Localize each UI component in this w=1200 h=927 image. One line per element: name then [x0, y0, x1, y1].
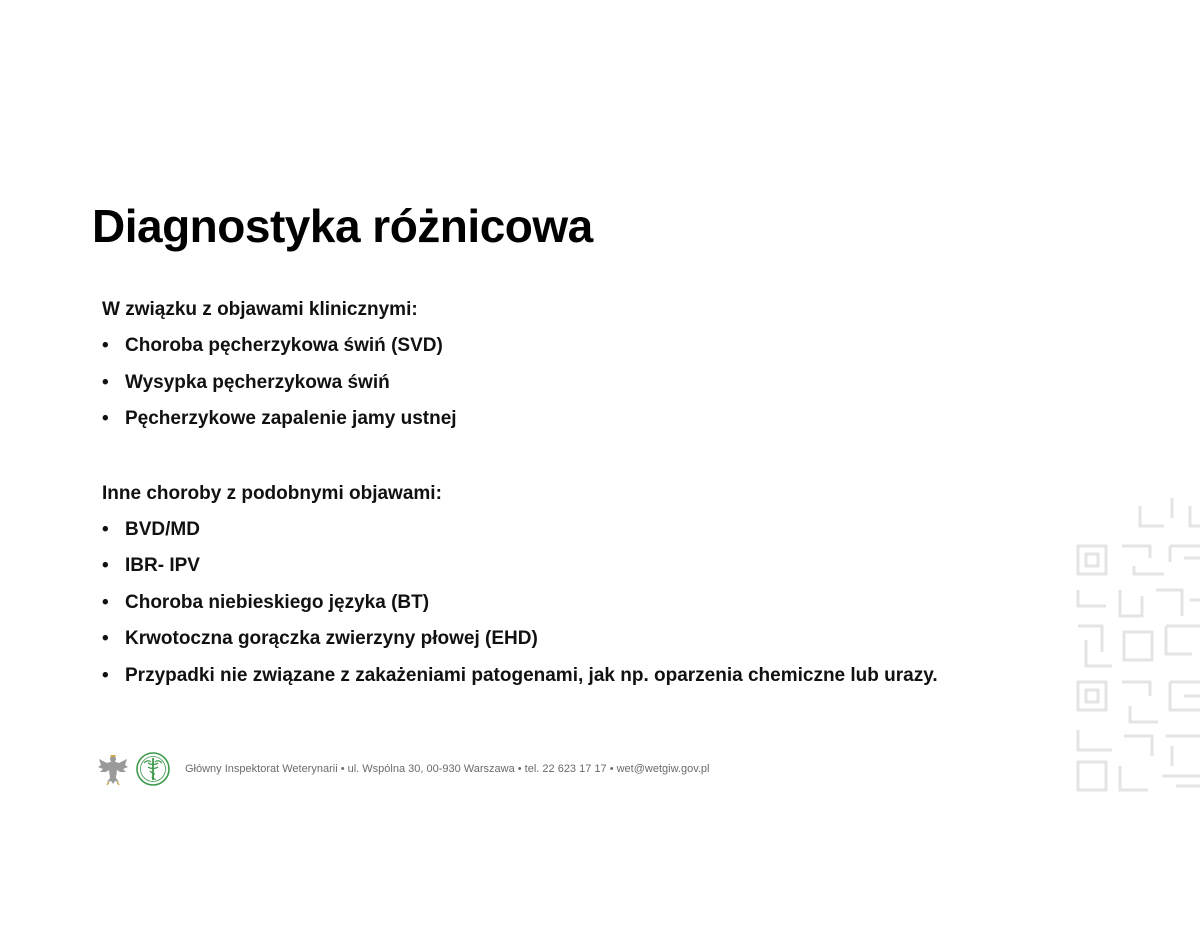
bullet-icon: • [102, 591, 109, 613]
bullet-icon: • [102, 555, 109, 576]
bullet-icon: • [102, 628, 109, 649]
footer-contact-text: Główny Inspektorat Weterynarii • ul. Wspólna 30, 00-930 Warszawa • tel. 22 623 17 17 • wet@wetgiw.gov.pl [185, 763, 710, 775]
polish-eagle-emblem-icon [95, 751, 131, 787]
bullet-icon: • [102, 664, 109, 686]
list-item-text: BVD/MD [125, 518, 200, 540]
list-item-text: Choroba pęcherzykowa świń (SVD) [125, 335, 443, 356]
footer [95, 750, 710, 788]
bullet-icon: • [102, 518, 109, 540]
veterinary-caduceus-icon [135, 751, 171, 787]
list-item [102, 621, 1062, 658]
decorative-maze-pattern [1072, 496, 1200, 796]
list-item [102, 328, 1062, 365]
bullet-icon: • [102, 335, 109, 356]
bullet-list-clinical [102, 328, 1062, 438]
list-item-text: Wysypka pęcherzykowa świń [125, 371, 390, 393]
bullet-icon: • [102, 408, 109, 429]
list-item-text: Pęcherzykowe zapalenie jamy ustnej [125, 408, 457, 429]
list-item [102, 585, 1062, 622]
section-heading-clinical: W związku z objawami klinicznymi: [102, 299, 418, 320]
list-item [102, 512, 1062, 549]
list-item [102, 548, 1062, 585]
list-item [102, 401, 1062, 438]
list-item-text: IBR- IPV [125, 555, 200, 576]
slide-title: Diagnostyka różnicowa [92, 200, 593, 252]
section-heading-other: Inne choroby z podobnymi objawami: [102, 482, 442, 504]
list-item-text: Krwotoczna gorączka zwierzyny płowej (EHD) [125, 628, 538, 649]
bullet-icon: • [102, 371, 109, 393]
bullet-list-other [102, 512, 1062, 695]
list-item [102, 658, 1062, 695]
section-spacer [102, 438, 1062, 476]
list-item-text: Przypadki nie związane z zakażeniami patogenami, jak np. oparzenia chemiczne lub urazy. [125, 664, 938, 686]
list-item-text: Choroba niebieskiego języka (BT) [125, 591, 430, 613]
slide-content [102, 292, 1062, 694]
list-item [102, 365, 1062, 402]
